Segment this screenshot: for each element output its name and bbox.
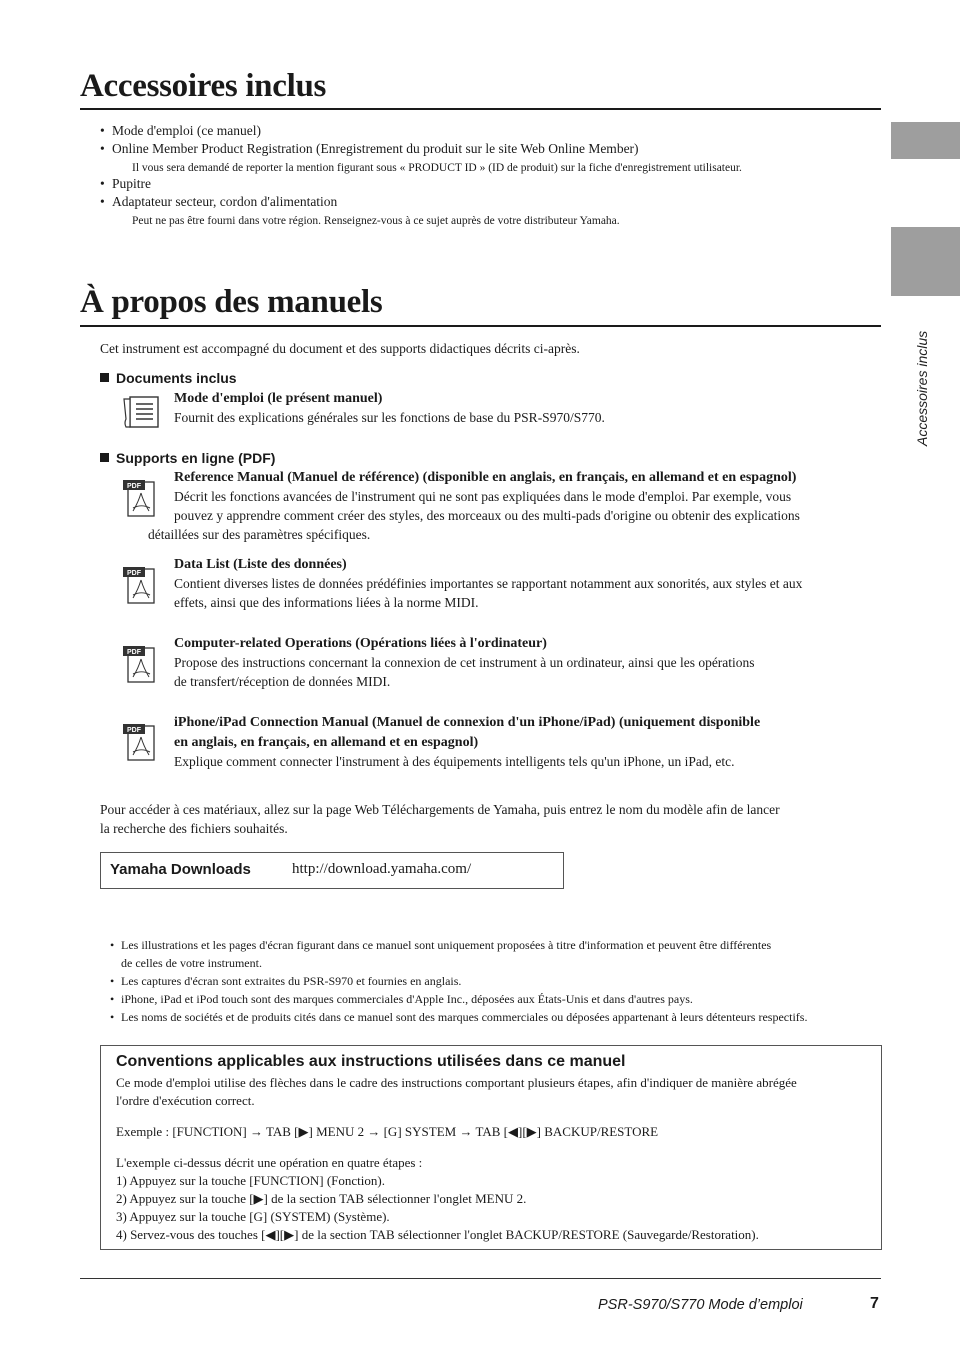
page-number: 7 bbox=[870, 1295, 879, 1312]
online-heading: Supports en ligne (PDF) bbox=[100, 449, 275, 467]
document-item-title: Mode d'emploi (le présent manuel) bbox=[174, 391, 383, 406]
pdf-label: PDF bbox=[127, 483, 141, 490]
accessory-note: Il vous sera demandé de reporter la mention figurant sous « PRODUCT ID » (ID de produit) sur la fiche d'enregistrement utilisateur. bbox=[132, 162, 742, 174]
side-tab-upper bbox=[891, 122, 960, 159]
downloads-url-link[interactable]: http://download.yamaha.com/ bbox=[292, 861, 472, 877]
pdf-item-desc: détaillées sur des paramètres spécifiques. bbox=[148, 527, 371, 542]
note-item: • Les captures d'écran sont extraites du PSR-S970 et fournies en anglais. bbox=[110, 974, 462, 988]
manuals-intro: Cet instrument est accompagné du document et des supports didactiques décrits ci-après. bbox=[100, 341, 580, 356]
accessory-note: Peut ne pas être fourni dans votre région. Renseignez-vous à ce sujet auprès de votre distributeur Yamaha. bbox=[132, 215, 620, 227]
pdf-item-title: iPhone/iPad Connection Manual (Manuel de connexion d'un iPhone/iPad) (uniquement disponible bbox=[174, 715, 761, 730]
pdf-item-title: Computer-related Operations (Opérations liées à l'ordinateur) bbox=[174, 636, 547, 651]
conventions-box bbox=[100, 1045, 882, 1250]
side-tab-current bbox=[891, 227, 960, 296]
title-rule bbox=[80, 325, 881, 327]
downloads-label: Yamaha Downloads bbox=[110, 861, 251, 878]
pdf-item-desc: de transfert/réception de données MIDI. bbox=[174, 674, 391, 689]
conventions-step: 2) Appuyez sur la touche [▶] de la section TAB sélectionner l'onglet MENU 2. bbox=[116, 1191, 527, 1206]
accessory-item: • Pupitre bbox=[100, 176, 151, 191]
conventions-intro: l'ordre d'exécution correct. bbox=[116, 1093, 255, 1108]
pdf-file-icon bbox=[122, 644, 156, 684]
document-item-desc: Fournit des explications générales sur les fonctions de base du PSR-S970/S770. bbox=[174, 410, 605, 425]
conventions-step: 1) Appuyez sur la touche [FUNCTION] (Fonction). bbox=[116, 1173, 385, 1188]
conventions-intro: Ce mode d'emploi utilise des flèches dans le cadre des instructions comportant plusieurs étapes, afin d'indiquer de manière abrégée bbox=[116, 1075, 797, 1090]
conventions-title: Conventions applicables aux instructions utilisées dans ce manuel bbox=[116, 1053, 626, 1070]
footer-rule bbox=[80, 1278, 881, 1279]
access-text: la recherche des fichiers souhaités. bbox=[100, 821, 288, 836]
conventions-explain: L'exemple ci-dessus décrit une opération en quatre étapes : bbox=[116, 1155, 423, 1170]
square-bullet-icon bbox=[100, 373, 109, 382]
pdf-item-title: en anglais, en français, en allemand et en espagnol) bbox=[174, 735, 479, 750]
pdf-file-icon bbox=[122, 565, 156, 605]
conventions-step: 3) Appuyez sur la touche [G] (SYSTEM) (Système). bbox=[116, 1209, 390, 1224]
footer-manual-name: PSR-S970/S770 Mode d’emploi bbox=[598, 1297, 803, 1313]
pdf-label: PDF bbox=[127, 727, 141, 734]
conventions-step: 4) Servez-vous des touches [◀][▶] de la section TAB sélectionner l'onglet BACKUP/RESTORE (Sauvegarde/Restoration). bbox=[116, 1227, 759, 1242]
note-item: • iPhone, iPad et iPod touch sont des marques commerciales d'Apple Inc., déposées aux États-Unis et dans d'autres pays. bbox=[110, 992, 693, 1006]
pdf-label: PDF bbox=[127, 570, 141, 577]
title-rule bbox=[80, 108, 881, 110]
note-item: • Les noms de sociétés et de produits cités dans ce manuel sont des marques commerciales ou déposées appartenant à leurs détenteurs respectifs. bbox=[110, 1010, 808, 1024]
pdf-item-desc: effets, ainsi que des informations liées à la norme MIDI. bbox=[174, 595, 479, 610]
pdf-item-desc: Décrit les fonctions avancées de l'instrument qui ne sont pas expliquées dans le mode d'emploi. Par exemple, vous bbox=[174, 489, 792, 504]
documents-heading: Documents inclus bbox=[100, 369, 237, 387]
pdf-item-desc: Explique comment connecter l'instrument à des équipements intelligents tels qu'un iPhone, un iPad, etc. bbox=[174, 754, 735, 769]
section-title-accessories: Accessoires inclus bbox=[80, 68, 327, 104]
side-section-label: Accessoires inclus bbox=[914, 330, 930, 446]
note-item: • Les illustrations et les pages d'écran figurant dans ce manuel sont uniquement proposées à titre d'information et peuvent être différentes de celles de votre instrument. bbox=[110, 938, 772, 970]
pdf-item-desc: Propose des instructions concernant la connexion de cet instrument à un ordinateur, ainsi que les opérations bbox=[174, 655, 755, 670]
pdf-item-desc: pouvez y apprendre comment créer des styles, des morceaux ou des multi-pads d'origine ou obtenir des explications bbox=[174, 508, 800, 523]
section-title-manuals: À propos des manuels bbox=[80, 284, 383, 320]
book-manual-icon bbox=[122, 393, 160, 429]
square-bullet-icon bbox=[100, 453, 109, 462]
pdf-file-icon bbox=[122, 722, 156, 762]
accessory-item: • Adaptateur secteur, cordon d'alimentation bbox=[100, 194, 338, 209]
access-text: Pour accéder à ces matériaux, allez sur la page Web Téléchargements de Yamaha, puis entrez le nom du modèle afin de lancer bbox=[100, 802, 780, 817]
accessory-item: • Mode d'emploi (ce manuel) bbox=[100, 123, 262, 138]
downloads-box bbox=[100, 852, 564, 889]
pdf-item-title: Reference Manual (Manuel de référence) (disponible en anglais, en français, en allemand et en espagnol) bbox=[174, 470, 797, 485]
pdf-label: PDF bbox=[127, 649, 141, 656]
pdf-item-title: Data List (Liste des données) bbox=[174, 557, 347, 572]
pdf-item-desc: Contient diverses listes de données prédéfinies importantes se rapportant notamment aux sonorités, aux styles et aux bbox=[174, 576, 803, 591]
accessory-item: • Online Member Product Registration (Enregistrement du produit sur le site Web Online Member) bbox=[100, 141, 639, 156]
conventions-example: Exemple : [FUNCTION] → TAB [▶] MENU 2 → [G] SYSTEM → TAB [◀][▶] BACKUP/RESTORE bbox=[116, 1124, 659, 1139]
pdf-file-icon bbox=[122, 478, 156, 518]
